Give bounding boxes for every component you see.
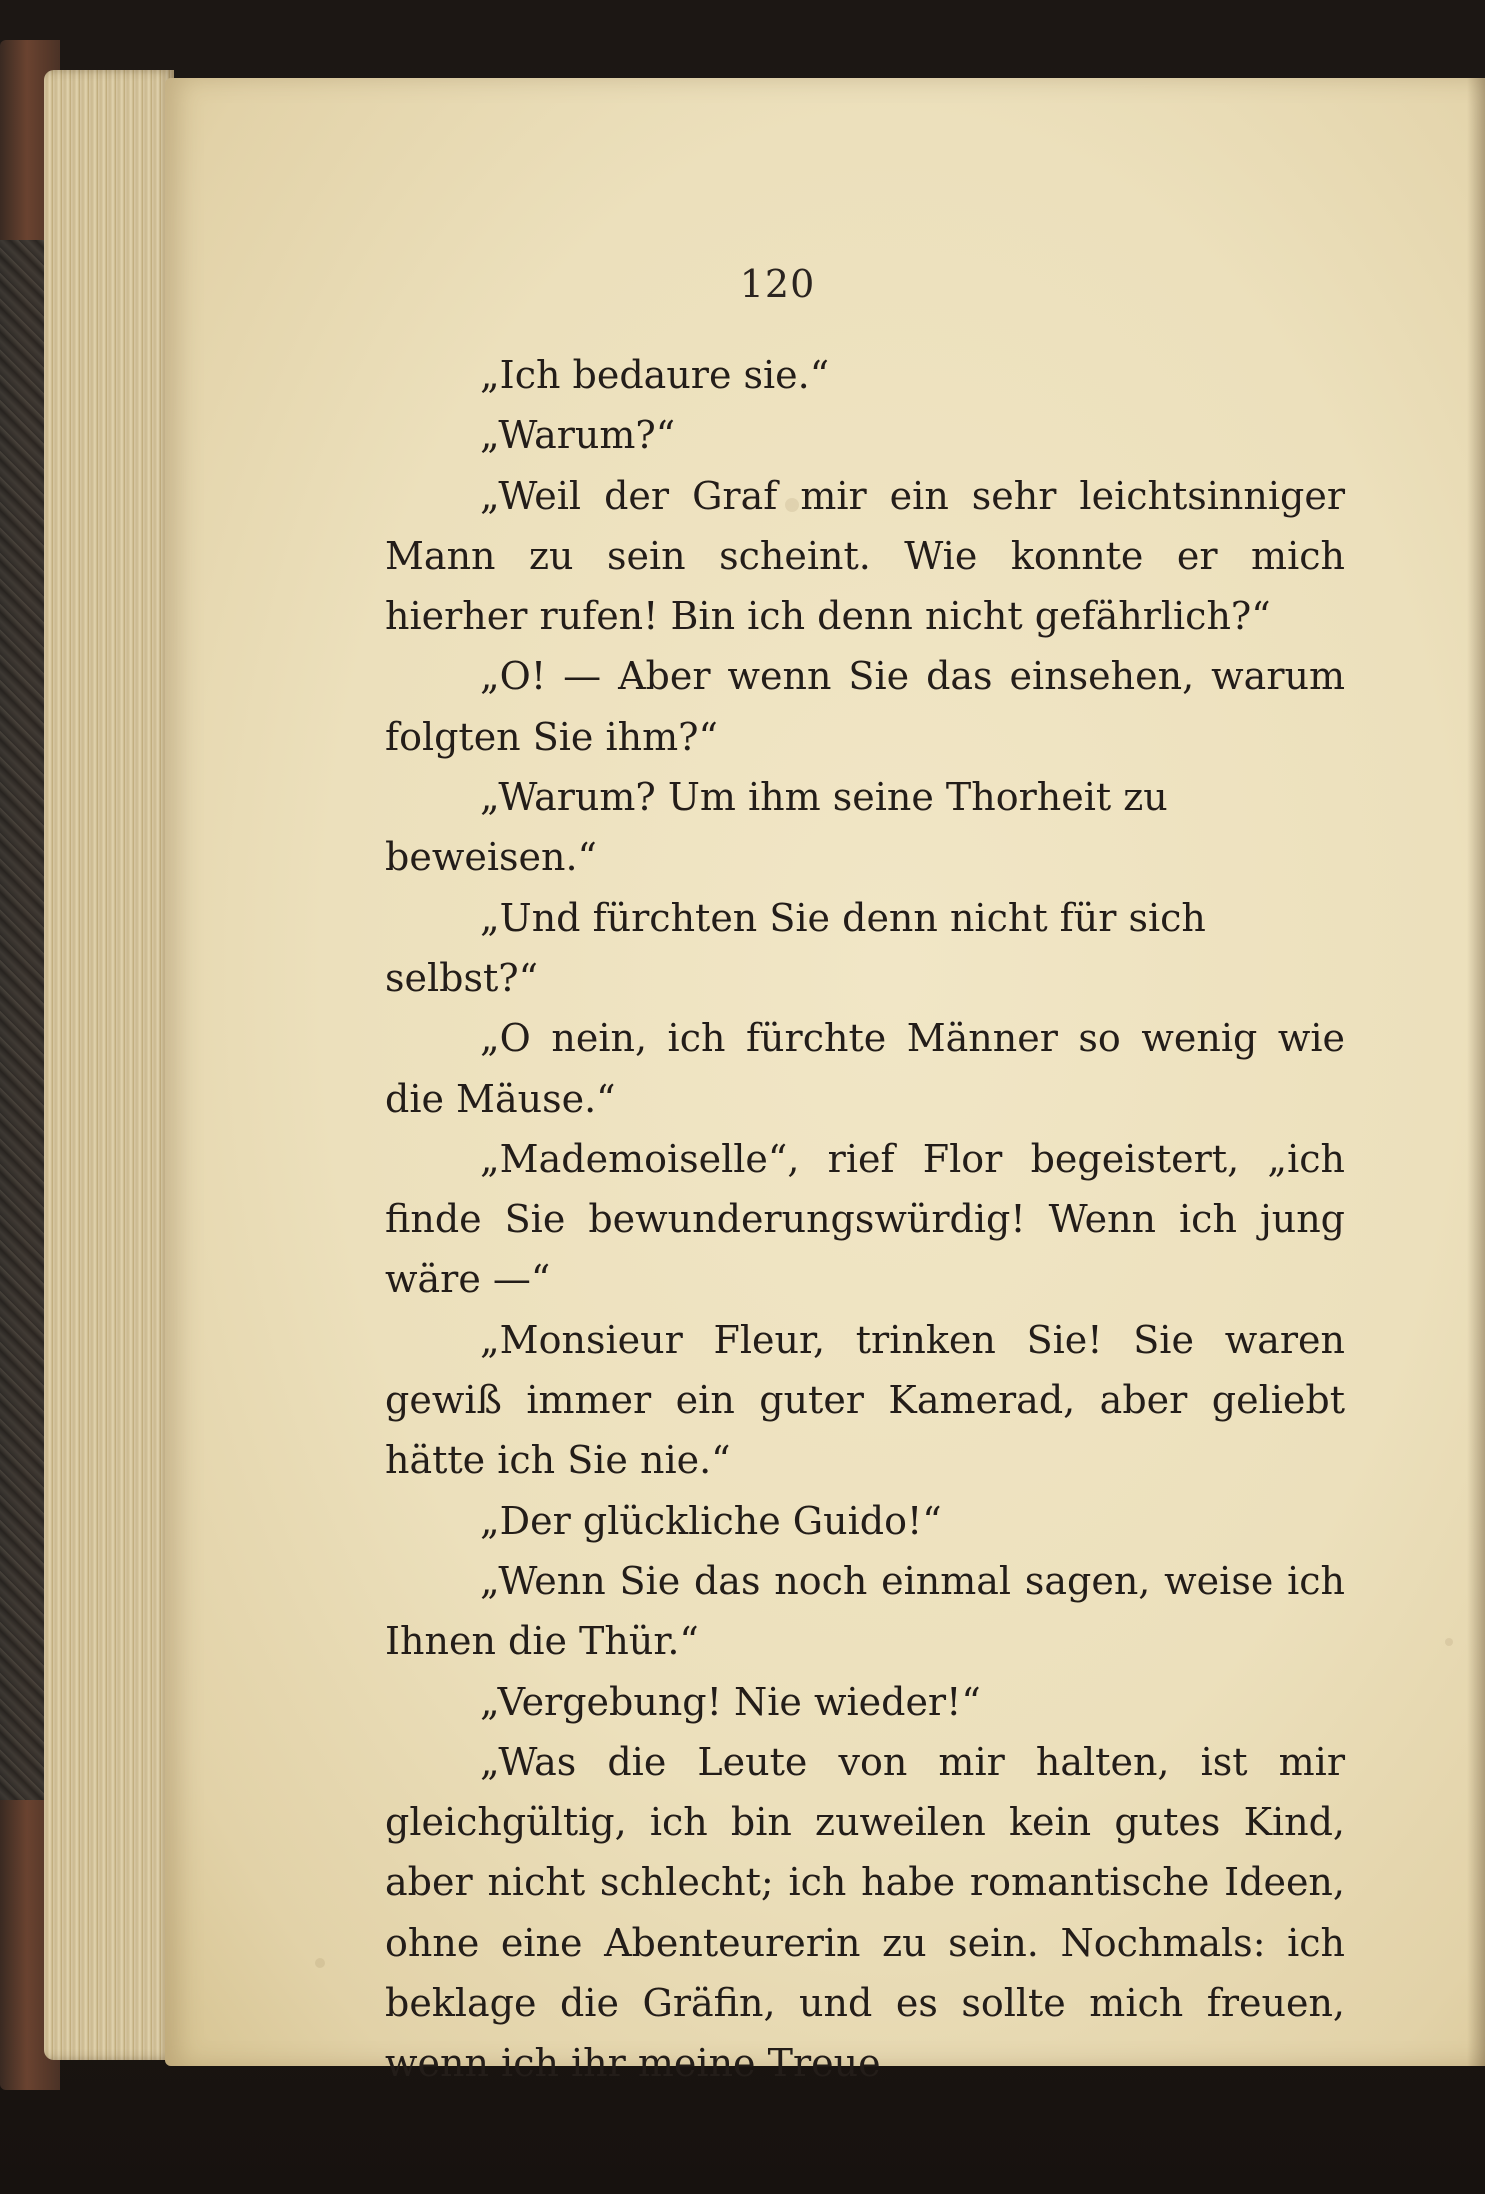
paragraph: „O nein, ich fürchte Männer so wenig wie die Mäuse.“ <box>385 1016 1345 1121</box>
paragraph: „Mademoiselle“, rief Flor begeistert, „ich finde Sie bewunderungswürdig! Wenn ich jung wäre —“ <box>385 1136 1345 1302</box>
paragraph: „Wenn Sie das noch einmal sagen, weise ich Ihnen die Thür.“ <box>385 1558 1345 1664</box>
paragraph: „Der glückliche Guido!“ <box>480 1498 942 1543</box>
page-shadow <box>1467 78 1485 2066</box>
paragraph: „Ich bedaure sie.“ <box>480 353 830 397</box>
paragraph: „Was die Leute von mir halten, ist mir gleichgültig, ich bin zuweilen kein gutes Kind, aber nicht schlecht; ich habe romantische Ideen, ohne eine Abenteurerin zu sein. Nochmals: ich beklage die Gräfin, und es sollte mich freuen, wenn ich ihr meine Treue <box>385 1739 1345 2086</box>
paragraph: „O! — Aber wenn Sie das einsehen, warum folgten Sie ihm?“ <box>385 654 1345 759</box>
page-spot <box>315 1958 325 1968</box>
page-spot <box>1445 1638 1453 1646</box>
marbled-cover <box>0 240 44 1800</box>
page-number: 120 <box>739 262 816 306</box>
body-text <box>385 345 1345 2094</box>
paragraph: „Weil der Graf mir ein sehr leichtsinniger Mann zu sein scheint. Wie konnte er mich hierher rufen! Bin ich denn nicht gefährlich?“ <box>385 473 1345 639</box>
paragraph: „Warum?“ <box>480 413 676 458</box>
paragraph: „Warum? Um ihm seine Thorheit zu beweisen.“ <box>385 775 1168 880</box>
paragraph: „Monsieur Fleur, trinken Sie! Sie waren gewiß immer ein guter Kamerad, aber geliebt hätte ich Sie nie.“ <box>385 1317 1345 1483</box>
page-edges <box>44 70 174 2060</box>
paragraph: „Und fürchten Sie denn nicht für sich selbst?“ <box>385 895 1206 1000</box>
paragraph: „Vergebung! Nie wieder!“ <box>480 1679 981 1724</box>
